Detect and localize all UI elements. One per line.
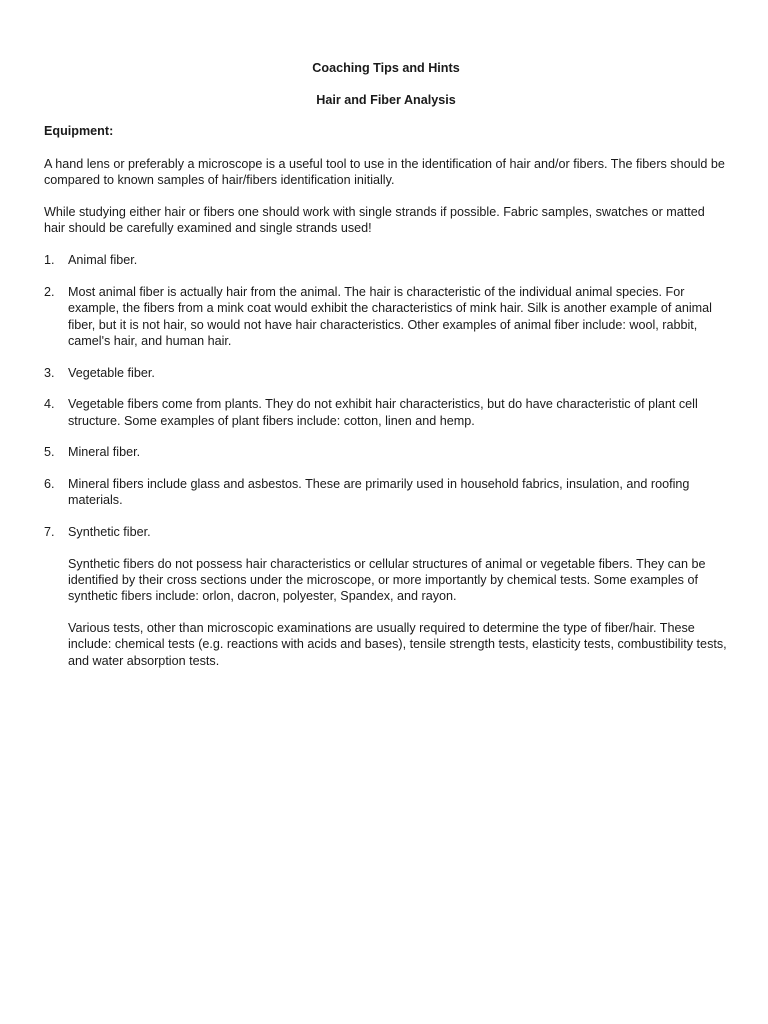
list-item-text: Most animal fiber is actually hair from the animal. The hair is characteristic of the individual animal species. For example, the fibers from a mink coat would exhibit the characteristics of mink hair. Silk is another example of animal fiber, but it is not hair, so would not have hair characteristics. Other examples of animal fiber include: wool, rabbit, camel's hair, and human hair. (68, 285, 712, 348)
document-subtitle: Hair and Fiber Analysis (316, 93, 456, 108)
fiber-list (44, 252, 728, 540)
list-item (44, 476, 728, 508)
list-number: 1. (44, 253, 55, 268)
list-number: 4. (44, 397, 55, 412)
list-item (44, 252, 728, 268)
list-item-text: Vegetable fibers come from plants. They do not exhibit hair characteristics, but do have characteristic of plant cell structure. Some examples of plant fibers include: cotton, linen and hemp. (68, 397, 698, 428)
document-title: Coaching Tips and Hints (312, 61, 460, 75)
list-item (44, 524, 728, 540)
list-number: 6. (44, 477, 55, 492)
list-item (44, 284, 728, 349)
list-number: 7. (44, 525, 55, 540)
list-number: 5. (44, 445, 55, 460)
list-item (44, 396, 728, 428)
list-item-text: Vegetable fiber. (68, 365, 155, 380)
list-item-text: Mineral fibers include glass and asbestos. These are primarily used in household fabrics, insulation, and roofing materials. (68, 477, 690, 508)
list-item (44, 444, 728, 460)
list-number: 3. (44, 365, 55, 380)
intro-paragraph: While studying either hair or fibers one should work with single strands if possible. Fabric samples, swatches or matted hair should be carefully examined and single strands used! (44, 205, 705, 236)
document-page (44, 60, 728, 684)
list-item (44, 365, 728, 381)
synthetic-paragraph: Synthetic fibers do not possess hair characteristics or cellular structures of animal or vegetable fibers. They can be identified by their cross sections under the microscope, or more importantly by chemical tests. Some examples of synthetic fibers include: orlon, dacron, polyester, Spandex, and rayon. (68, 557, 706, 604)
intro-paragraph: A hand lens or preferably a microscope is a useful tool to use in the identification of hair and/or fibers. The fibers should be compared to known samples of hair/fibers identification initially. (44, 156, 725, 187)
equipment-heading: Equipment: (44, 124, 114, 139)
tests-paragraph: Various tests, other than microscopic examinations are usually required to determine the type of fiber/hair. These include: chemical tests (e.g. reactions with acids and bases), tensile strength tests, elasticity tests, combustibility tests, and water absorption tests. (68, 621, 727, 668)
list-number: 2. (44, 285, 55, 300)
list-item-text: Animal fiber. (68, 253, 138, 268)
list-item-text: Synthetic fiber. (68, 525, 151, 540)
list-item-text: Mineral fiber. (68, 445, 141, 460)
